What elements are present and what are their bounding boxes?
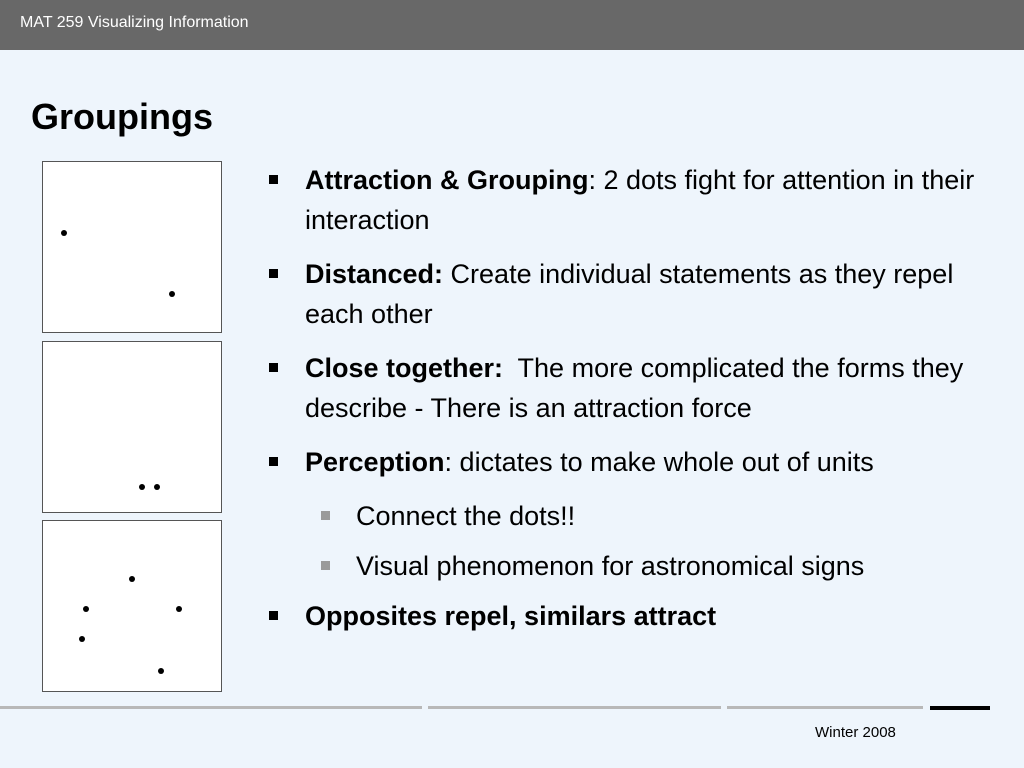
dot-box-constellation	[42, 520, 222, 692]
bullet-item	[268, 596, 998, 636]
dot	[79, 636, 85, 642]
square-bullet-icon	[269, 457, 278, 466]
bullet-text: Create individual statements as they repel each other	[305, 259, 954, 329]
sub-bullet-item	[268, 496, 998, 536]
sub-bullet-text: Visual phenomenon for astronomical signs	[356, 551, 865, 581]
bullet-text: : 2 dots fight for attention in their interaction	[305, 165, 975, 235]
footer-divider	[428, 706, 721, 709]
bullet-item	[268, 160, 998, 240]
course-title: MAT 259 Visualizing Information	[20, 14, 249, 31]
bullet-item	[268, 254, 998, 334]
dot	[169, 291, 175, 297]
bullet-item	[268, 442, 998, 482]
sub-bullet-text: Connect the dots!!	[356, 501, 576, 531]
bullet-text: : dictates to make whole out of units	[444, 447, 874, 477]
square-sub-bullet-icon	[321, 511, 330, 520]
square-bullet-icon	[269, 611, 278, 620]
bullet-bold: Attraction & Grouping	[305, 165, 589, 195]
square-bullet-icon	[269, 269, 278, 278]
dot	[83, 606, 89, 612]
footer-divider	[727, 706, 923, 709]
bullet-item	[268, 348, 998, 428]
bullet-bold: Opposites repel, similars attract	[305, 601, 717, 631]
dot-box-close-together	[42, 341, 222, 513]
dot	[176, 606, 182, 612]
square-bullet-icon	[269, 175, 278, 184]
footer-date: Winter 2008	[815, 724, 896, 741]
bullet-bold: Distanced:	[305, 259, 444, 289]
header-bar	[0, 0, 1024, 50]
bullet-bold: Perception	[305, 447, 445, 477]
dot	[61, 230, 67, 236]
square-sub-bullet-icon	[321, 561, 330, 570]
dot	[154, 484, 160, 490]
footer-accent-bar	[930, 706, 990, 710]
dot	[139, 484, 145, 490]
dot	[129, 576, 135, 582]
dot	[158, 668, 164, 674]
bullet-list	[268, 160, 998, 650]
footer-divider	[0, 706, 422, 709]
sub-bullet-item	[268, 546, 998, 586]
slide-title: Groupings	[31, 96, 213, 137]
dot-box-distanced	[42, 161, 222, 333]
square-bullet-icon	[269, 363, 278, 372]
bullet-text: The more complicated the forms they describe - There is an attraction force	[305, 353, 971, 423]
bullet-bold: Close together:	[305, 353, 504, 383]
